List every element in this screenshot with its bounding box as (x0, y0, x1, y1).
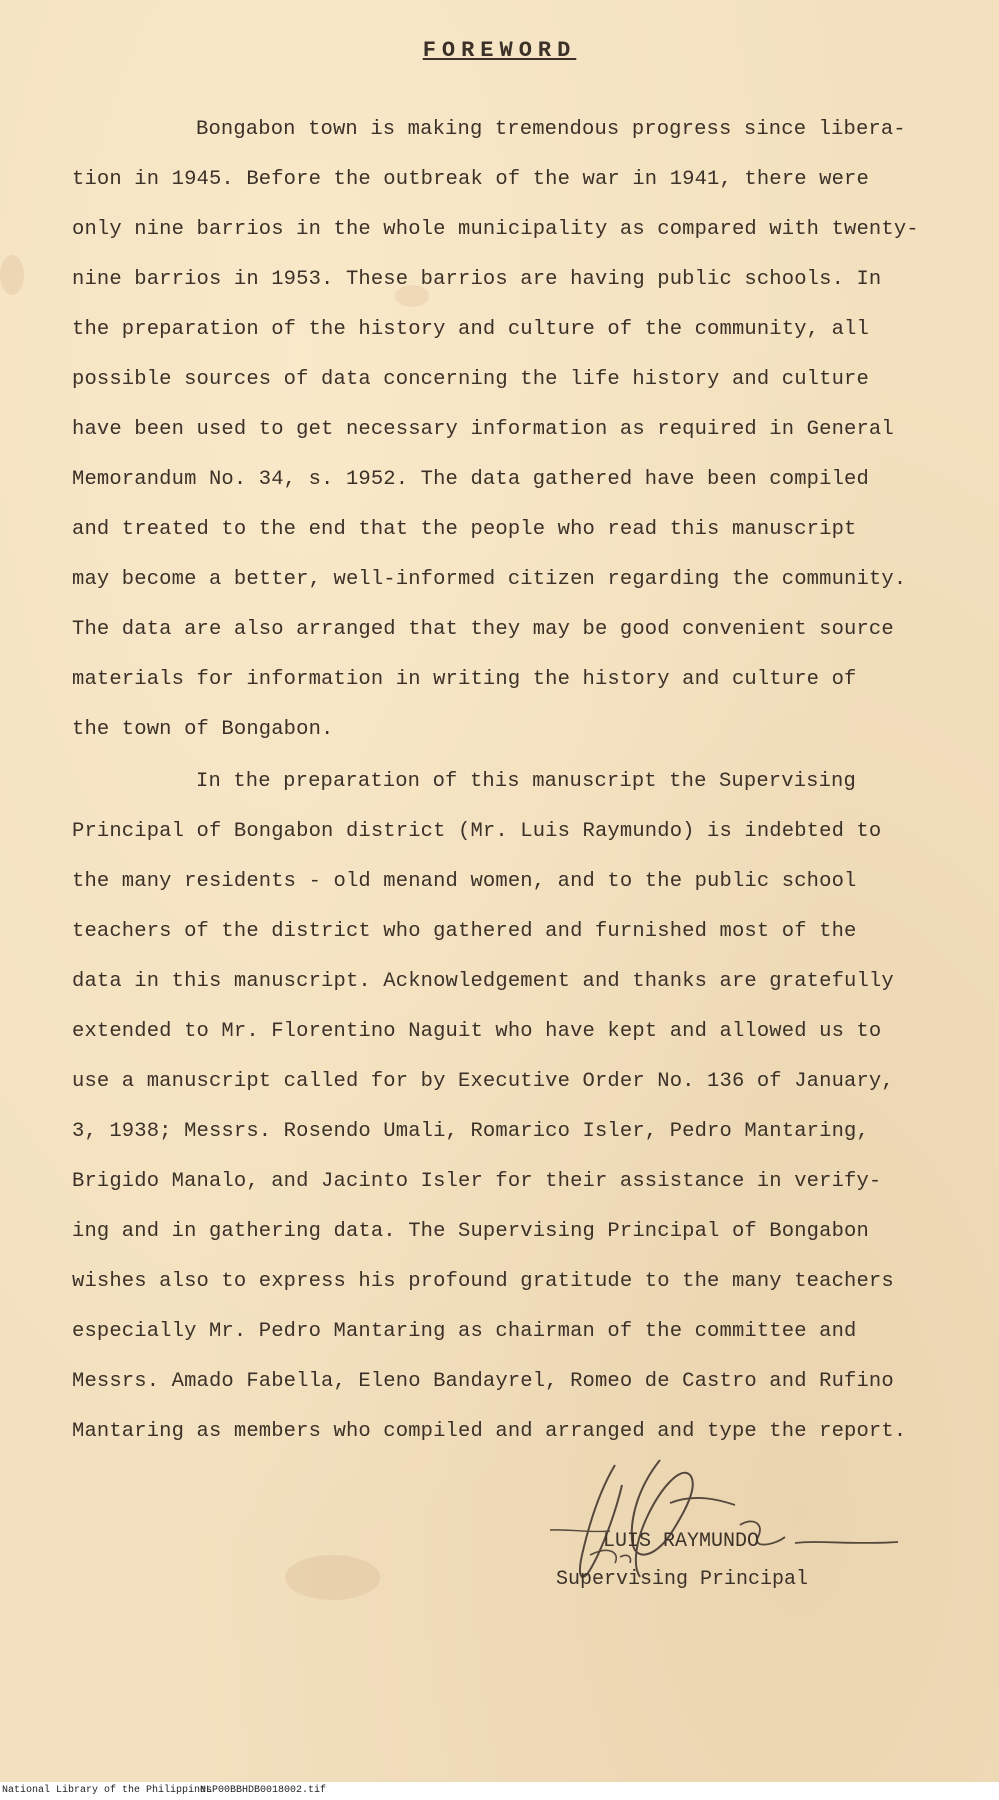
paper-stain (0, 255, 24, 295)
text-line: Messrs. Amado Fabella, Eleno Bandayrel, Romeo de Castro and Rufino (72, 1370, 894, 1393)
text-line: In the preparation of this manuscript the Supervising (196, 770, 856, 793)
signatory-name: LUIS RAYMUNDO (603, 1530, 760, 1553)
scan-footer (0, 1782, 999, 1800)
text-line: The data are also arranged that they may be good convenient source (72, 618, 894, 641)
text-line: nine barrios in 1953. These barrios are having public schools. In (72, 268, 882, 291)
page-title: FOREWORD (422, 38, 577, 63)
text-line: only nine barrios in the whole municipality as compared with twenty- (72, 218, 919, 241)
text-line: may become a better, well-informed citizen regarding the community. (72, 568, 907, 591)
text-line: the preparation of the history and culture of the community, all (72, 318, 869, 341)
text-line: possible sources of data concerning the life history and culture (72, 368, 869, 391)
text-line: the town of Bongabon. (72, 718, 334, 741)
text-line: data in this manuscript. Acknowledgement and thanks are gratefully (72, 970, 894, 993)
text-line: the many residents - old menand women, and to the public school (72, 870, 857, 893)
text-line: Brigido Manalo, and Jacinto Isler for their assistance in verify- (72, 1170, 882, 1193)
text-line: use a manuscript called for by Executive Order No. 136 of January, (72, 1070, 894, 1093)
file-name: NLP00BBHDB0018002.tif (200, 1785, 327, 1796)
text-line: especially Mr. Pedro Mantaring as chairman of the committee and (72, 1320, 857, 1343)
text-line: have been used to get necessary information as required in General (72, 418, 894, 441)
text-line: materials for information in writing the history and culture of (72, 668, 857, 691)
text-line: Memorandum No. 34, s. 1952. The data gathered have been compiled (72, 468, 869, 491)
text-line: wishes also to express his profound gratitude to the many teachers (72, 1270, 894, 1293)
text-line: extended to Mr. Florentino Naguit who have kept and allowed us to (72, 1020, 882, 1043)
signatory-position: Supervising Principal (556, 1568, 809, 1591)
text-line: ing and in gathering data. The Supervising Principal of Bongabon (72, 1220, 869, 1243)
text-line: Bongabon town is making tremendous progress since libera- (196, 118, 906, 141)
library-label: National Library of the Philippines (2, 1785, 213, 1796)
text-line: teachers of the district who gathered and furnished most of the (72, 920, 857, 943)
text-line: 3, 1938; Messrs. Rosendo Umali, Romarico Isler, Pedro Mantaring, (72, 1120, 869, 1143)
text-line: Principal of Bongabon district (Mr. Luis Raymundo) is indebted to (72, 820, 882, 843)
text-line: Mantaring as members who compiled and arranged and type the report. (72, 1420, 907, 1443)
text-line: tion in 1945. Before the outbreak of the war in 1941, there were (72, 168, 869, 191)
text-line: and treated to the end that the people who read this manuscript (72, 518, 857, 541)
paper-stain (285, 1555, 380, 1600)
